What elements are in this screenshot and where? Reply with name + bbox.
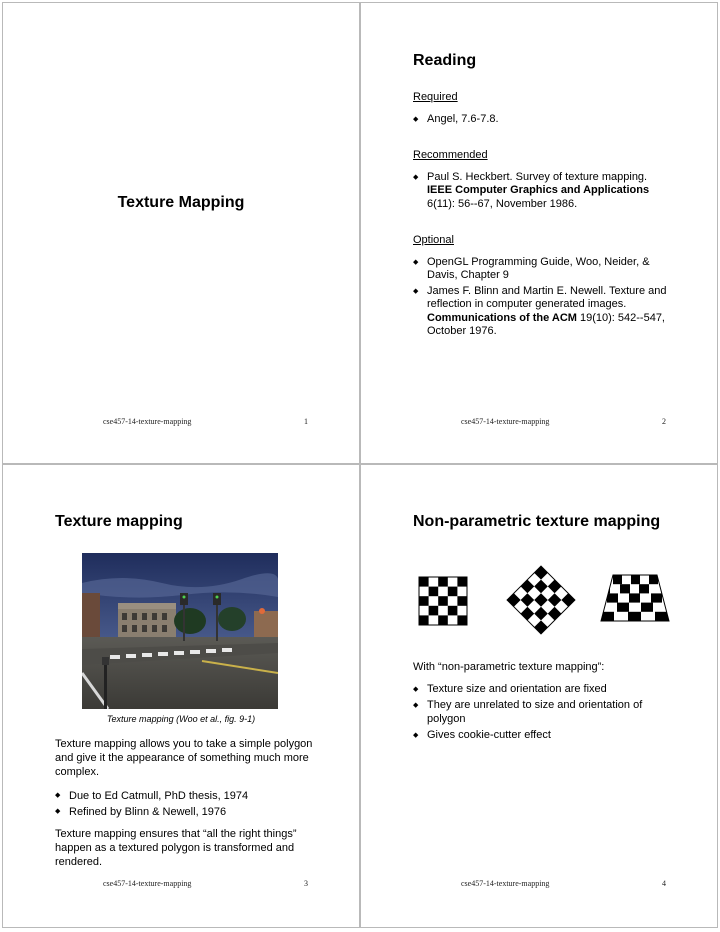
footer-filename: cse457-14-texture-mapping — [461, 879, 550, 888]
list-item: ◆ Gives cookie-cutter effect — [413, 729, 675, 743]
recommended-heading: Recommended — [413, 149, 488, 161]
footer-filename: cse457-14-texture-mapping — [103, 417, 192, 426]
paragraph: Texture mapping allows you to take a simple polygon and give it the appearance of something much more complex. — [55, 738, 313, 778]
figure-caption: Texture mapping (Woo et al., fig. 9-1) — [106, 714, 256, 724]
checkerboard-rotated — [507, 566, 575, 634]
footer-page-number: 1 — [304, 417, 308, 426]
footer-page-number: 4 — [662, 879, 666, 888]
list-item: ◆ Due to Ed Catmull, PhD thesis, 1974 — [55, 789, 317, 803]
slide-1 — [2, 2, 360, 464]
footer-page-number: 2 — [662, 417, 666, 426]
non-parametric-notes — [413, 661, 675, 743]
list-item: ◆ Angel, 7.6-7.8. — [413, 113, 675, 127]
optional-heading: Optional — [413, 234, 454, 246]
intro-text: With “non-parametric texture mapping”: — [413, 661, 605, 673]
slide-4 — [360, 464, 718, 928]
list-item: ◆ Paul S. Heckbert. Survey of texture mapping. IEEE Computer Graphics and Applications 6(11): 56--67, November 1986. — [413, 171, 675, 212]
reading-list — [413, 91, 675, 339]
checkerboard-illustration — [411, 563, 671, 637]
slide-title: Reading — [413, 52, 477, 69]
list-item: ◆ They are unrelated to size and orientation of polygon — [413, 699, 675, 726]
required-heading: Required — [413, 91, 458, 103]
slide-3 — [2, 464, 360, 928]
slide-title: Texture Mapping — [117, 194, 245, 211]
history-list — [55, 789, 317, 819]
footer-filename: cse457-14-texture-mapping — [461, 417, 550, 426]
checkerboard-square — [419, 577, 467, 625]
checkerboard-trapezoid — [601, 575, 669, 621]
list-item: ◆ Refined by Blinn & Newell, 1976 — [55, 805, 317, 819]
slide-title: Non-parametric texture mapping — [413, 513, 661, 530]
footer-filename: cse457-14-texture-mapping — [103, 879, 192, 888]
texture-mapping-scene-image — [82, 553, 278, 709]
paragraph: Texture mapping ensures that “all the right things” happen as a textured polygon is transformed and rendered. — [55, 828, 297, 868]
list-item: ◆ James F. Blinn and Martin E. Newell. Texture and reflection in computer generated images. Communications of the ACM 19(10): 542--547, October 1976. — [413, 285, 675, 339]
list-item: ◆ Texture size and orientation are fixed — [413, 683, 675, 697]
required-list — [413, 113, 675, 127]
slide-title: Texture mapping — [55, 513, 183, 530]
slide-2 — [360, 2, 718, 464]
optional-list — [413, 256, 675, 339]
properties-list — [413, 683, 675, 743]
footer-page-number: 3 — [304, 879, 308, 888]
recommended-list — [413, 171, 675, 212]
list-item: ◆ OpenGL Programming Guide, Woo, Neider, & Davis, Chapter 9 — [413, 256, 675, 283]
